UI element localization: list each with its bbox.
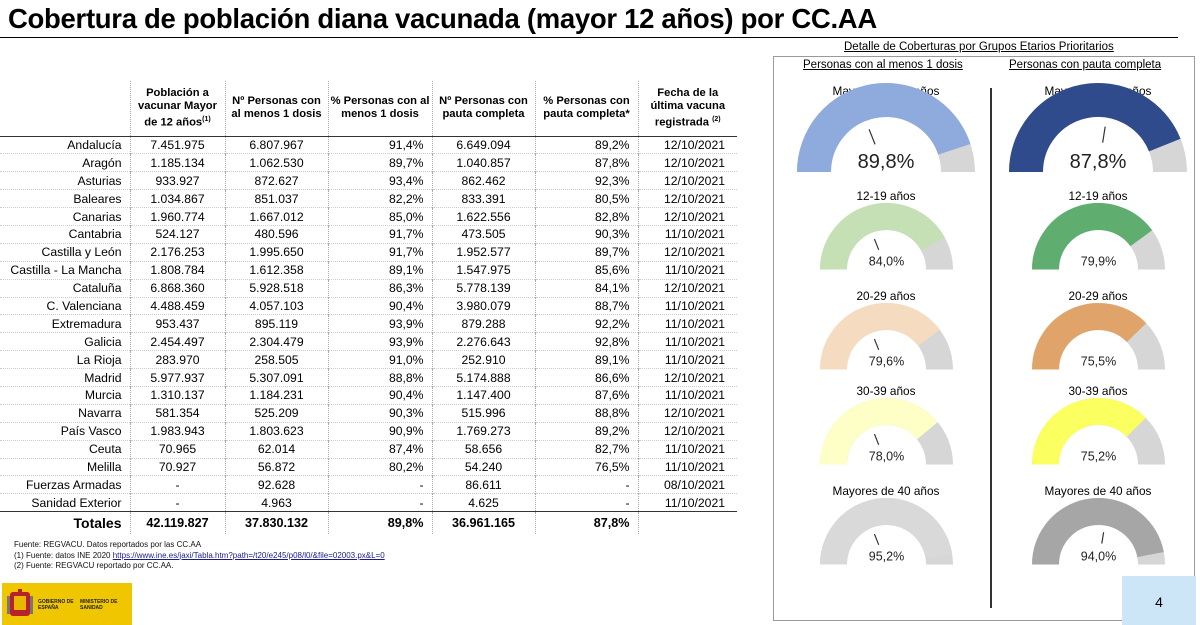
cell-poblacion: 70.965 xyxy=(130,440,225,458)
cell-pct-al-menos-1: 93,9% xyxy=(328,315,432,333)
footnote-source: Fuente: REGVACU. Datos reportados por las CC.AA xyxy=(14,540,202,549)
cell-poblacion: 524.127 xyxy=(130,225,225,243)
table-row xyxy=(0,351,737,369)
cell-al-menos-1: 525.209 xyxy=(225,404,328,422)
cell-pauta-completa: 862.462 xyxy=(432,172,535,190)
cell-region: Canarias xyxy=(0,208,130,226)
table-row xyxy=(0,208,737,226)
cell-fecha: 08/10/2021 xyxy=(638,476,737,494)
cell-fecha: 11/10/2021 xyxy=(638,386,737,404)
coverage-table xyxy=(0,81,737,534)
table-row xyxy=(0,190,737,208)
cell-fecha: 11/10/2021 xyxy=(638,351,737,369)
cell-fecha: 11/10/2021 xyxy=(638,297,737,315)
cell-region: Murcia xyxy=(0,386,130,404)
cell-region: País Vasco xyxy=(0,422,130,440)
gauge-left xyxy=(817,495,956,568)
cell-pct-pauta-completa: 88,8% xyxy=(535,404,638,422)
cell-pct-pauta-completa: 86,6% xyxy=(535,369,638,387)
cell-poblacion: 70.927 xyxy=(130,458,225,476)
totals-region: Totales xyxy=(0,512,130,534)
cell-pct-al-menos-1: 85,0% xyxy=(328,208,432,226)
cell-al-menos-1: 62.014 xyxy=(225,440,328,458)
gauge-left xyxy=(817,395,956,468)
footnote-ine: (1) Fuente: datos INE 2020 https://www.ine.es/jaxi/Tabla.htm?path=/t20/e245/p08/l0/&file=02003.px&L=0 xyxy=(14,550,385,560)
table-row xyxy=(0,297,737,315)
cell-fecha: 11/10/2021 xyxy=(638,261,737,279)
cell-poblacion: 7.451.975 xyxy=(130,136,225,154)
table-row xyxy=(0,422,737,440)
table-row xyxy=(0,386,737,404)
cell-pct-pauta-completa: 88,7% xyxy=(535,297,638,315)
totals-fecha xyxy=(638,512,737,534)
cell-region: Sanidad Exterior xyxy=(0,494,130,512)
table-row xyxy=(0,494,737,512)
page-title: Cobertura de población diana vacunada (mayor 12 años) por CC.AA xyxy=(8,3,877,34)
cell-pct-al-menos-1: 82,2% xyxy=(328,190,432,208)
header-pauta-completa: Nº Personas con pauta completa xyxy=(432,81,535,136)
cell-poblacion: 6.868.360 xyxy=(130,279,225,297)
gauge-label-right: Mayores de 12 años xyxy=(1044,84,1152,98)
table-row xyxy=(0,172,737,190)
gauge-label-left: 30-39 años xyxy=(856,384,916,398)
cell-al-menos-1: 480.596 xyxy=(225,225,328,243)
gauge-value: 75,5% xyxy=(1080,354,1116,368)
table-row xyxy=(0,243,737,261)
cell-poblacion: 283.970 xyxy=(130,351,225,369)
header-region xyxy=(0,81,130,136)
table-row xyxy=(0,333,737,351)
cell-fecha: 12/10/2021 xyxy=(638,243,737,261)
gauge-label-left: 12-19 años xyxy=(856,189,916,203)
gauge-value: 75,2% xyxy=(1080,449,1116,463)
cell-pauta-completa: 6.649.094 xyxy=(432,136,535,154)
cell-region: Fuerzas Armadas xyxy=(0,476,130,494)
gauge-left xyxy=(817,200,956,273)
cell-region: Aragón xyxy=(0,154,130,172)
cell-pct-pauta-completa: 89,1% xyxy=(535,351,638,369)
footnotes xyxy=(14,540,385,572)
cell-al-menos-1: 1.803.623 xyxy=(225,422,328,440)
cell-fecha: 11/10/2021 xyxy=(638,458,737,476)
gauge-right xyxy=(1029,300,1168,373)
gauge-value: 84,0% xyxy=(868,254,904,268)
cell-al-menos-1: 1.612.358 xyxy=(225,261,328,279)
cell-pct-al-menos-1: 90,3% xyxy=(328,404,432,422)
gauge-label-left: 20-29 años xyxy=(856,289,916,303)
cell-pct-al-menos-1: 93,9% xyxy=(328,333,432,351)
cell-fecha: 12/10/2021 xyxy=(638,369,737,387)
cell-al-menos-1: 1.062.530 xyxy=(225,154,328,172)
government-logo xyxy=(2,583,132,625)
cell-al-menos-1: 56.872 xyxy=(225,458,328,476)
gauge-value: 87,8% xyxy=(1069,151,1127,173)
cell-poblacion: 1.185.134 xyxy=(130,154,225,172)
cell-poblacion: 4.488.459 xyxy=(130,297,225,315)
cell-al-menos-1: 1.995.650 xyxy=(225,243,328,261)
page-number: 4 xyxy=(1122,576,1196,625)
cell-poblacion: 1.983.943 xyxy=(130,422,225,440)
table-row xyxy=(0,315,737,333)
cell-pauta-completa: 1.547.975 xyxy=(432,261,535,279)
cell-al-menos-1: 4.963 xyxy=(225,494,328,512)
cell-region: Melilla xyxy=(0,458,130,476)
gauge-right xyxy=(1029,495,1168,568)
cell-fecha: 12/10/2021 xyxy=(638,190,737,208)
cell-pauta-completa: 4.625 xyxy=(432,494,535,512)
cell-fecha: 12/10/2021 xyxy=(638,136,737,154)
cell-poblacion: 933.927 xyxy=(130,172,225,190)
cell-pct-pauta-completa: 82,8% xyxy=(535,208,638,226)
cell-region: Asturias xyxy=(0,172,130,190)
cell-pct-pauta-completa: 92,8% xyxy=(535,333,638,351)
left-column-title: Personas con al menos 1 dosis xyxy=(803,59,963,71)
gauge-value: 78,0% xyxy=(868,449,904,463)
cell-pct-al-menos-1: 91,0% xyxy=(328,351,432,369)
cell-al-menos-1: 5.307.091 xyxy=(225,369,328,387)
gauge-value: 94,0% xyxy=(1080,549,1116,563)
cell-pauta-completa: 1.952.577 xyxy=(432,243,535,261)
cell-region: La Rioja xyxy=(0,351,130,369)
cell-region: Madrid xyxy=(0,369,130,387)
cell-region: Cataluña xyxy=(0,279,130,297)
cell-pauta-completa: 515.996 xyxy=(432,404,535,422)
totals-al-menos-1: 37.830.132 xyxy=(225,512,328,534)
gauge-left xyxy=(794,80,978,175)
cell-pct-al-menos-1: 91,7% xyxy=(328,225,432,243)
cell-pct-al-menos-1: 89,7% xyxy=(328,154,432,172)
cell-pauta-completa: 252.910 xyxy=(432,351,535,369)
ine-link[interactable]: https://www.ine.es/jaxi/Tabla.htm?path=/t20/e245/p08/l0/&file=02003.px&L=0 xyxy=(112,550,385,560)
gauge-label-right: 20-29 años xyxy=(1068,289,1128,303)
cell-fecha: 11/10/2021 xyxy=(638,333,737,351)
gauge-value: 89,8% xyxy=(857,151,915,173)
table-row xyxy=(0,458,737,476)
cell-pauta-completa: 1.040.857 xyxy=(432,154,535,172)
panel-divider xyxy=(990,88,992,608)
cell-pauta-completa: 473.505 xyxy=(432,225,535,243)
table-row xyxy=(0,136,737,154)
table-row xyxy=(0,279,737,297)
footnote-regvacu: (2) Fuente: REGVACU reportado por CC.AA. xyxy=(14,561,174,570)
logo-ministerio: MINISTERIO DE SANIDAD xyxy=(80,599,118,611)
cell-pct-pauta-completa: 82,7% xyxy=(535,440,638,458)
cell-al-menos-1: 872.627 xyxy=(225,172,328,190)
table-row xyxy=(0,440,737,458)
cell-al-menos-1: 895.119 xyxy=(225,315,328,333)
totals-pauta-completa: 36.961.165 xyxy=(432,512,535,534)
table-row xyxy=(0,261,737,279)
cell-fecha: 11/10/2021 xyxy=(638,494,737,512)
gauge-right xyxy=(1029,200,1168,273)
cell-fecha: 12/10/2021 xyxy=(638,422,737,440)
cell-pauta-completa: 1.622.556 xyxy=(432,208,535,226)
gauge-right xyxy=(1006,80,1190,175)
cell-poblacion: 581.354 xyxy=(130,404,225,422)
cell-pct-pauta-completa: 84,1% xyxy=(535,279,638,297)
cell-fecha: 11/10/2021 xyxy=(638,440,737,458)
gauge-value: 79,6% xyxy=(868,354,904,368)
cell-pct-al-menos-1: 90,4% xyxy=(328,386,432,404)
cell-fecha: 12/10/2021 xyxy=(638,172,737,190)
cell-al-menos-1: 4.057.103 xyxy=(225,297,328,315)
cell-fecha: 12/10/2021 xyxy=(638,279,737,297)
cell-pct-al-menos-1: 91,7% xyxy=(328,243,432,261)
cell-region: Extremadura xyxy=(0,315,130,333)
cell-al-menos-1: 1.184.231 xyxy=(225,386,328,404)
cell-pct-al-menos-1: 86,3% xyxy=(328,279,432,297)
cell-region: Cantabria xyxy=(0,225,130,243)
cell-region: Castilla - La Mancha xyxy=(0,261,130,279)
cell-pauta-completa: 5.778.139 xyxy=(432,279,535,297)
cell-region: C. Valenciana xyxy=(0,297,130,315)
cell-pct-pauta-completa: 89,2% xyxy=(535,422,638,440)
cell-fecha: 11/10/2021 xyxy=(638,225,737,243)
cell-pct-pauta-completa: 87,8% xyxy=(535,154,638,172)
cell-pct-pauta-completa: - xyxy=(535,476,638,494)
cell-poblacion: 953.437 xyxy=(130,315,225,333)
cell-poblacion: 1.310.137 xyxy=(130,386,225,404)
totals-row xyxy=(0,512,737,534)
gauge-label-left: Mayores de 40 años xyxy=(832,484,940,498)
cell-pct-pauta-completa: 89,2% xyxy=(535,136,638,154)
cell-pct-al-menos-1: 91,4% xyxy=(328,136,432,154)
cell-pauta-completa: 1.769.273 xyxy=(432,422,535,440)
cell-pauta-completa: 879.288 xyxy=(432,315,535,333)
cell-al-menos-1: 258.505 xyxy=(225,351,328,369)
cell-poblacion: - xyxy=(130,476,225,494)
cell-fecha: 11/10/2021 xyxy=(638,315,737,333)
cell-al-menos-1: 2.304.479 xyxy=(225,333,328,351)
totals-pct-pauta-completa: 87,8% xyxy=(535,512,638,534)
gauge-value: 95,2% xyxy=(868,549,904,563)
header-pct-pauta-completa: % Personas con pauta completa* xyxy=(535,81,638,136)
panel-title: Detalle de Coberturas por Grupos Etarios Prioritarios xyxy=(844,41,1114,53)
title-divider xyxy=(0,37,1178,38)
cell-poblacion: 1.808.784 xyxy=(130,261,225,279)
table-header-row xyxy=(0,81,737,136)
cell-al-menos-1: 1.667.012 xyxy=(225,208,328,226)
cell-pct-al-menos-1: - xyxy=(328,476,432,494)
table-row xyxy=(0,476,737,494)
cell-pauta-completa: 833.391 xyxy=(432,190,535,208)
cell-al-menos-1: 5.928.518 xyxy=(225,279,328,297)
cell-al-menos-1: 92.628 xyxy=(225,476,328,494)
coat-of-arms-icon xyxy=(7,588,33,620)
cell-pct-al-menos-1: 90,4% xyxy=(328,297,432,315)
cell-pct-pauta-completa: - xyxy=(535,494,638,512)
header-al-menos-1: Nº Personas con al menos 1 dosis xyxy=(225,81,328,136)
cell-fecha: 12/10/2021 xyxy=(638,404,737,422)
right-column-title: Personas con pauta completa xyxy=(1009,59,1162,71)
cell-pauta-completa: 54.240 xyxy=(432,458,535,476)
gauge-label-left: Mayores de 12 años xyxy=(832,84,940,98)
cell-region: Castilla y León xyxy=(0,243,130,261)
cell-pauta-completa: 5.174.888 xyxy=(432,369,535,387)
cell-pct-pauta-completa: 76,5% xyxy=(535,458,638,476)
cell-poblacion: 5.977.937 xyxy=(130,369,225,387)
cell-pauta-completa: 3.980.079 xyxy=(432,297,535,315)
header-poblacion: Población a vacunar Mayor de 12 años$^{(1)}$ xyxy=(130,81,225,136)
cell-region: Baleares xyxy=(0,190,130,208)
cell-pct-al-menos-1: 89,1% xyxy=(328,261,432,279)
cell-pct-al-menos-1: 90,9% xyxy=(328,422,432,440)
gauge-label-right: 30-39 años xyxy=(1068,384,1128,398)
cell-pct-pauta-completa: 89,7% xyxy=(535,243,638,261)
cell-pct-pauta-completa: 85,6% xyxy=(535,261,638,279)
cell-poblacion: 2.454.497 xyxy=(130,333,225,351)
table-row xyxy=(0,369,737,387)
cell-pct-pauta-completa: 87,6% xyxy=(535,386,638,404)
cell-region: Ceuta xyxy=(0,440,130,458)
cell-poblacion: - xyxy=(130,494,225,512)
cell-pct-al-menos-1: 87,4% xyxy=(328,440,432,458)
cell-pct-pauta-completa: 80,5% xyxy=(535,190,638,208)
cell-fecha: 12/10/2021 xyxy=(638,208,737,226)
gauge-label-right: Mayores de 40 años xyxy=(1044,484,1152,498)
cell-fecha: 12/10/2021 xyxy=(638,154,737,172)
cell-poblacion: 1.034.867 xyxy=(130,190,225,208)
header-fecha: Fecha de la última vacuna registrada $^{(2)}$ xyxy=(638,81,737,136)
totals-poblacion: 42.119.827 xyxy=(130,512,225,534)
cell-pauta-completa: 58.656 xyxy=(432,440,535,458)
totals-pct-al-menos-1: 89,8% xyxy=(328,512,432,534)
table-row xyxy=(0,225,737,243)
cell-poblacion: 2.176.253 xyxy=(130,243,225,261)
gauge-value: 79,9% xyxy=(1080,254,1116,268)
cell-pauta-completa: 86.611 xyxy=(432,476,535,494)
cell-al-menos-1: 851.037 xyxy=(225,190,328,208)
cell-al-menos-1: 6.807.967 xyxy=(225,136,328,154)
gauge-right xyxy=(1029,395,1168,468)
cell-pct-al-menos-1: 93,4% xyxy=(328,172,432,190)
cell-pct-al-menos-1: 88,8% xyxy=(328,369,432,387)
cell-pct-al-menos-1: 80,2% xyxy=(328,458,432,476)
table-row xyxy=(0,404,737,422)
cell-pauta-completa: 2.276.643 xyxy=(432,333,535,351)
cell-region: Navarra xyxy=(0,404,130,422)
cell-pct-pauta-completa: 90,3% xyxy=(535,225,638,243)
cell-poblacion: 1.960.774 xyxy=(130,208,225,226)
cell-pct-al-menos-1: - xyxy=(328,494,432,512)
cell-region: Andalucía xyxy=(0,136,130,154)
table-row xyxy=(0,154,737,172)
logo-gobierno: GOBIERNO DE ESPAÑA xyxy=(38,599,74,611)
gauge-left xyxy=(817,300,956,373)
header-pct-al-menos-1: % Personas con al menos 1 dosis xyxy=(328,81,432,136)
gauge-label-right: 12-19 años xyxy=(1068,189,1128,203)
cell-region: Galicia xyxy=(0,333,130,351)
cell-pauta-completa: 1.147.400 xyxy=(432,386,535,404)
cell-pct-pauta-completa: 92,2% xyxy=(535,315,638,333)
cell-pct-pauta-completa: 92,3% xyxy=(535,172,638,190)
